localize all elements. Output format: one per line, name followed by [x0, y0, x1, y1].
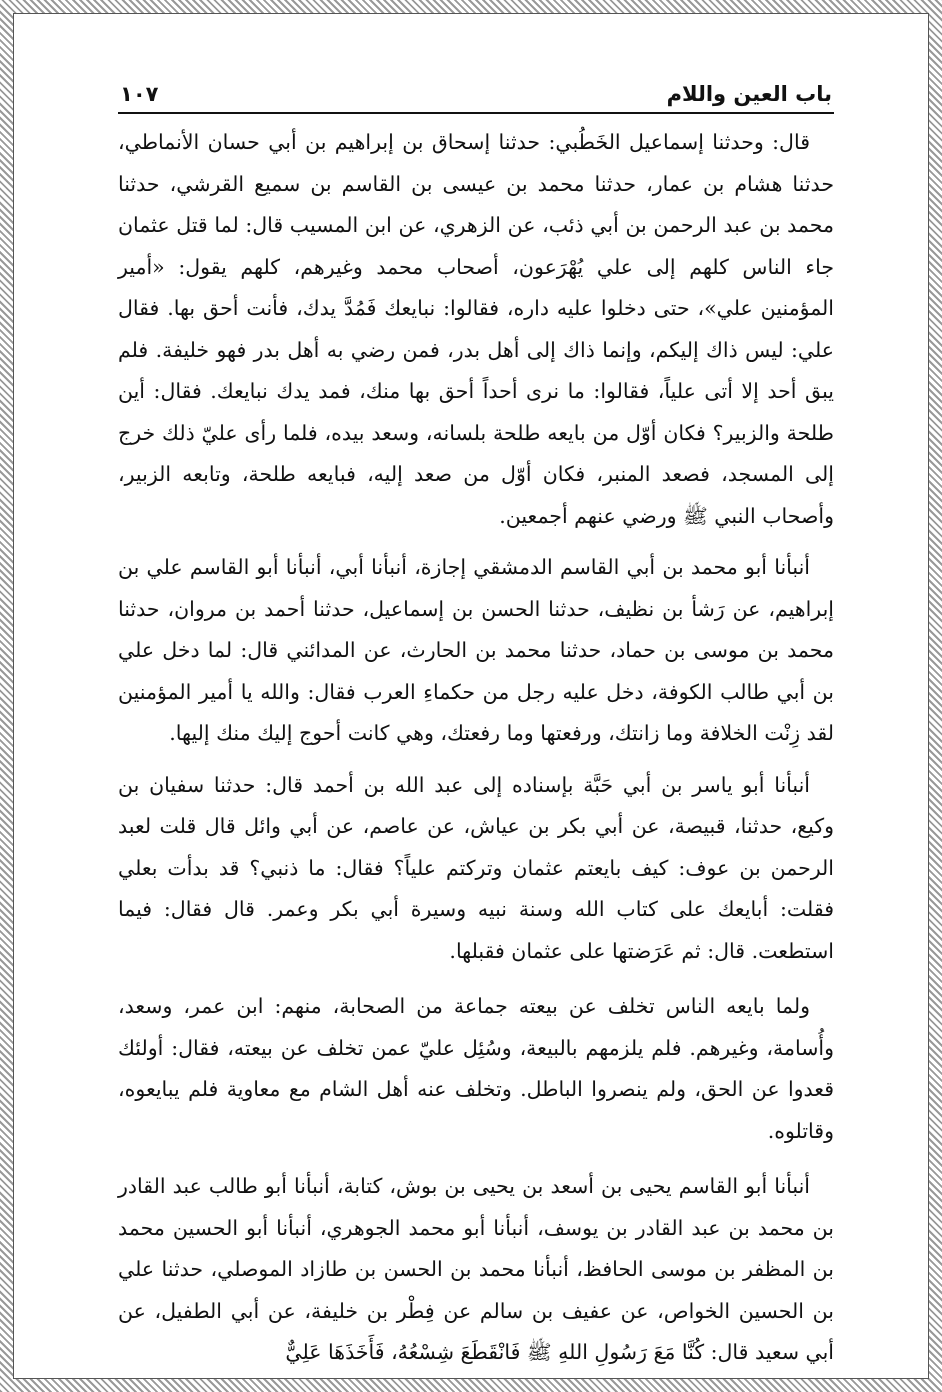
paragraph-abu-said-narration: أنبأنا أبو القاسم يحيى بن أسعد بن يحيى بن بوش، كتابة، أنبأنا أبو طالب عبد القادر بن محمد بن عبد القادر بن يوسف، أنبأنا أبو محمد الجوهري، أنبأنا أبو الحسين محمد بن المظفر بن موسى الحافظ، أنبأنا محمد بن الحسن بن طازاد الموصلي، حدثنا علي بن الحسين الخواص، عن عفيف بن سالم عن فِطْر بن خليفة، عن أبي الطفيل، عن أبي سعيد قال: كُنَّا مَعَ رَسُولِ اللهِ ﷺ فَانْقَطَعَ شِسْعُهُ، فَأَخَذَهَا عَلِيٌّ: [118, 1174, 834, 1364]
paragraph-abu-wail-narration: أنبأنا أبو ياسر بن أبي حَبَّة بإسناده إلى عبد الله بن أحمد قال: حدثنا سفيان بن وكيع، حدثنا، قبيصة، عن أبي بكر بن عياش، عن عاصم، عن أبي وائل قال قلت لعبد الرحمن بن عوف: كيف بايعتم عثمان وتركتم علياً؟ فقال: ما ذنبي؟ قد بدأت بعلي فقلت: أبايعك على كتاب الله وسنة نبيه وسيرة أبي بكر وعمر. قال فقال: فيما استطعت. قال: ثم عَرَضتها على عثمان فقبلها.: [118, 772, 834, 963]
paragraph-madaini-narration: أنبأنا أبو محمد بن أبي القاسم الدمشقي إجازة، أنبأنا أبي، أنبأنا أبو القاسم علي بن إبراهيم، عن رَشأ بن نظيف، حدثنا الحسن بن إسماعيل، حدثنا أحمد بن مروان، حدثنا محمد بن موسى بن حماد، حدثنا محمد بن الحارث، عن المدائني قال: لما دخل علي بن أبي طالب الكوفة، دخل عليه رجل من حكماءِ العرب فقال: والله يا أمير المؤمنين لقد زِنْت الخلافة وما زانتك، ورفعتها وما رفعتك، وهي كانت أحوج إليك منك إليها.: [118, 555, 834, 745]
paragraph-ibn-musayyib-narration: قال: وحدثنا إسماعيل الخَطُبي: حدثنا إسحاق بن إبراهيم بن أبي حسان الأنماطي، حدثنا هشام بن عمار، حدثنا محمد بن عيسى بن القاسم بن سميع القرشي، حدثنا محمد بن عبد الرحمن بن أبي ذئب، عن الزهري، عن ابن المسيب قال: لما قتل عثمان جاء الناس كلهم إلى علي يُهْرَعون، أصحاب محمد وغيرهم، كلهم يقول: «أمير المؤمنين علي»، حتى دخلوا عليه داره، فقالوا: نبايعك فَمُدَّ يدك، فأنت أحق بها. فقال علي: ليس ذاك إليكم، وإنما ذاك إلى أهل بدر، فمن رضي به أهل بدر فهو خليفة. فلم يبق أحد إلا أتى علياً، فقالوا: ما نرى أحداً أحق بها منك، فمد يدك نبايعك. فقال: أين طلحة والزبير؟ فكان أوّل من بايعه طلحة بلسانه، وسعد بيده، فلما رأى عليّ ذلك خرج إلى المسجد، فصعد المنبر، فكان أوّل من صعد إليه، فبايعه طلحة، وتابعه الزبير، وأصحاب النبي ﷺ ورضي عنهم أجمعين.: [118, 130, 834, 528]
book-page: [118, 82, 834, 1374]
page-body: [118, 122, 834, 1374]
page-number: ١٠٧: [120, 82, 159, 106]
chapter-title: باب العين واللام: [666, 82, 832, 106]
page-header: [118, 82, 834, 114]
paragraph-companions-abstained: ولما بايعه الناس تخلف عن بيعته جماعة من الصحابة، منهم: ابن عمر، وسعد، وأُسامة، وغيرهم. فلم يلزمهم بالبيعة، وسُئِل عليّ عمن تخلف عن بيعته، فقال: أولئك قعدوا عن الحق، ولم ينصروا الباطل. وتخلف عنه أهل الشام مع معاوية فلم يبايعوه، وقاتلوه.: [118, 994, 834, 1143]
